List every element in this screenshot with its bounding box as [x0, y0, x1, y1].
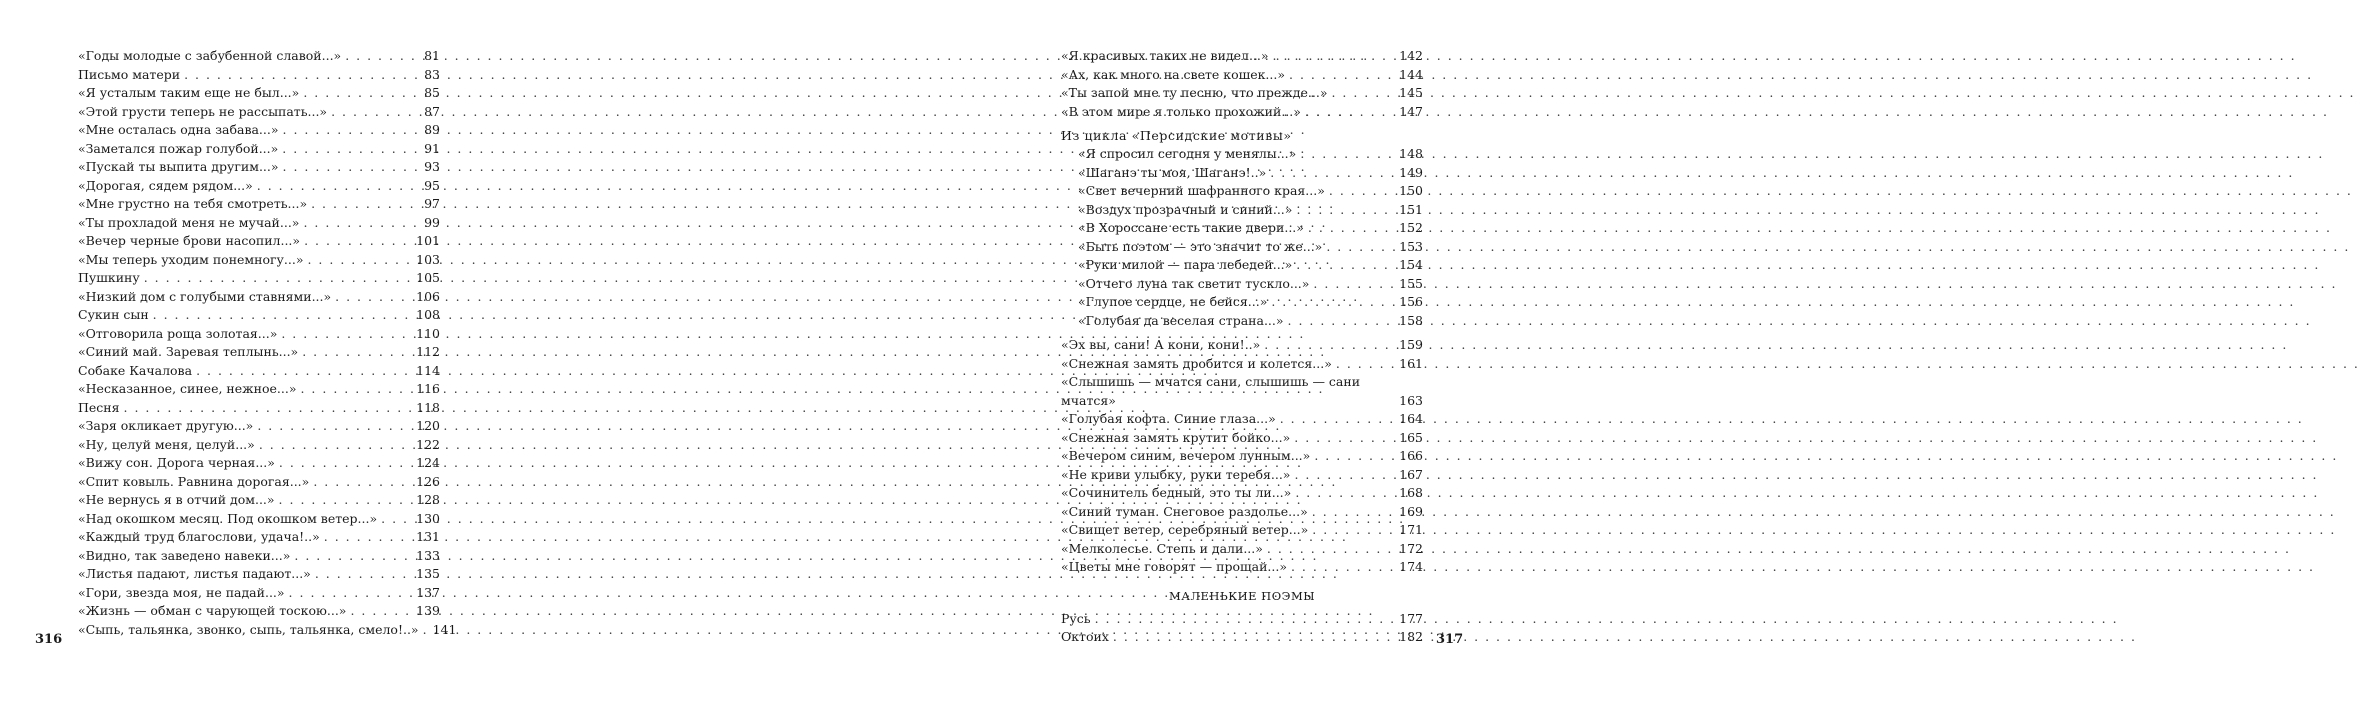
leader-dots — [335, 288, 412, 307]
toc-entry — [78, 66, 440, 85]
toc-entry — [78, 510, 440, 529]
toc-entry-title: «Цветы мне говорят — прощай...» — [1061, 559, 1287, 574]
leader-dots — [304, 232, 412, 251]
toc-entry — [1061, 503, 1423, 522]
toc-entry-page: 91 — [424, 140, 440, 156]
leader-dots — [184, 66, 414, 85]
leader-dots — [303, 214, 414, 233]
toc-entry — [1061, 66, 1423, 85]
toc-entry-page: 133 — [416, 547, 440, 563]
toc-entry — [78, 251, 440, 270]
toc-entry — [78, 103, 440, 122]
leader-dots — [1312, 503, 1395, 522]
toc-entry-title: «Голубая кофта. Синие глаза...» — [1061, 411, 1276, 426]
toc-entry — [1061, 238, 1423, 257]
toc-entry — [1061, 628, 1423, 647]
leader-dots — [1288, 312, 1396, 331]
toc-entry — [78, 362, 440, 381]
toc-entry — [78, 602, 440, 621]
toc-entry-page: 165 — [1399, 429, 1423, 445]
leader-dots — [1289, 66, 1395, 85]
toc-entry — [78, 288, 440, 307]
toc-entry — [78, 140, 440, 159]
toc-entry-title: «Синий туман. Снеговое раздолье...» — [1061, 503, 1308, 519]
toc-entry-page: 101 — [416, 233, 440, 248]
leader-dots — [307, 251, 412, 270]
toc-entry-title: «Быть поэтом — это значит то же...» — [1078, 238, 1323, 254]
leader-dots — [283, 121, 414, 140]
toc-entry — [78, 325, 440, 344]
toc-entry-page: 112 — [416, 344, 440, 359]
toc-entry-title: «В этом мире я только прохожий...» — [1061, 103, 1301, 119]
toc-entry-title: «Я усталым таким еще не был...» — [78, 85, 300, 100]
toc-entry-page: 177 — [1399, 610, 1423, 626]
cycle-heading: Из цикла «Персидские мотивы» — [1061, 128, 1292, 143]
toc-entry — [78, 417, 440, 436]
toc-entry — [1061, 145, 1423, 164]
toc-entry-page: 126 — [416, 473, 440, 489]
toc-entry — [78, 621, 457, 640]
toc-entry-page: 131 — [416, 529, 440, 544]
toc-entry — [78, 158, 440, 177]
toc-entry-title: «Листья падают, листья падают...» — [78, 566, 311, 581]
toc-entry — [78, 214, 440, 233]
toc-entry-page: 172 — [1399, 540, 1423, 556]
toc-entry — [1061, 410, 1423, 429]
toc-entry-page: 151 — [1399, 201, 1423, 217]
leader-dots — [279, 491, 413, 510]
leader-dots — [1294, 429, 1395, 448]
toc-entry-title: «Снежная замять крутит бойко...» — [1061, 429, 1291, 445]
toc-entry — [1061, 293, 1423, 312]
leader-dots — [1296, 201, 1395, 220]
toc-entry — [78, 121, 440, 140]
toc-entry — [78, 528, 440, 547]
left-toc-list — [78, 47, 457, 639]
toc-entry-page: 116 — [416, 381, 440, 396]
toc-entry-title: «Дорогая, сядем рядом...» — [78, 177, 253, 193]
leader-dots — [1270, 164, 1395, 183]
toc-entry-page: 166 — [1399, 448, 1423, 463]
toc-entry-title: «Низкий дом с голубыми ставнями...» — [78, 288, 332, 304]
toc-entry — [78, 547, 440, 566]
leader-dots — [324, 528, 412, 547]
leader-dots — [1300, 145, 1395, 164]
toc-entry — [1061, 47, 1423, 66]
toc-entry-title: «Сыпь, тальянка, звонко, сыпь, тальянка, смело!..» — [78, 621, 419, 637]
toc-entry-page: 124 — [416, 455, 440, 470]
toc-entry-page: 93 — [424, 159, 440, 174]
toc-entry-title: «Не вернусь я в отчий дом...» — [78, 492, 275, 507]
toc-entry-page: 148 — [1399, 146, 1423, 161]
toc-entry — [1061, 355, 1423, 374]
toc-entry-page: 130 — [416, 510, 440, 526]
toc-entry — [78, 306, 440, 325]
toc-entry-title-line2: мчатся» — [1061, 392, 1116, 408]
toc-entry — [1061, 558, 1423, 577]
page-number-right: 317 — [1436, 632, 1464, 647]
poems-heading: МАЛЕНЬКИЕ ПОЭМЫ — [1168, 588, 1316, 603]
toc-entry — [78, 380, 440, 399]
toc-entry-page: 114 — [416, 362, 440, 378]
toc-entry-page: 155 — [1399, 275, 1423, 291]
leader-dots — [302, 343, 412, 362]
toc-entry-title: «Воздух прозрачный и синий...» — [1078, 201, 1293, 217]
toc-entry — [1061, 219, 1423, 238]
leader-dots — [257, 177, 414, 196]
toc-entry — [1061, 312, 1423, 331]
toc-entry-title: «Вечером синим, вечером лунным...» — [1061, 448, 1311, 463]
toc-entry-title: «Вечер черные брови насопил...» — [78, 233, 301, 248]
toc-entry-title: «Видно, так заведено навеки...» — [78, 547, 291, 563]
toc-entry-title: «В Хороссане есть такие двери...» — [1078, 220, 1304, 235]
toc-entry-title: «Свищет ветер, серебряный ветер...» — [1061, 522, 1309, 537]
toc-entry-page: 142 — [1399, 48, 1423, 63]
leader-dots — [259, 436, 412, 455]
toc-entry-title: «Сочинитель бедный, это ты ли...» — [1061, 485, 1292, 500]
leader-dots — [1095, 610, 1396, 629]
toc-entry — [1061, 84, 1423, 103]
leader-dots — [331, 103, 414, 122]
toc-entry-title: «Мелколесье. Степь и дали...» — [1061, 540, 1263, 556]
toc-entry — [78, 232, 440, 251]
leader-dots — [1329, 182, 1395, 201]
toc-entry — [78, 436, 440, 455]
toc-entry-page: 168 — [1399, 485, 1423, 500]
toc-entry — [78, 47, 440, 66]
toc-entry-title: «Ах, как много на свете кошек...» — [1061, 66, 1286, 82]
toc-entry-page: 122 — [416, 436, 440, 452]
page-number-left: 316 — [35, 632, 63, 647]
right-toc-list — [1061, 47, 1423, 647]
leader-dots — [281, 325, 412, 344]
leader-dots — [350, 602, 412, 621]
toc-entry-page: 156 — [1399, 294, 1423, 309]
toc-entry — [78, 269, 440, 288]
toc-entry — [78, 399, 440, 418]
toc-entry-title: «Ты запой мне ту песню, что прежде...» — [1061, 85, 1328, 100]
leader-dots — [1113, 628, 1395, 647]
toc-entry-wrapped — [1061, 373, 1423, 410]
toc-entry — [1061, 275, 1423, 294]
toc-entry — [1061, 164, 1423, 183]
toc-entry — [1061, 201, 1423, 220]
toc-entry-page: 141 — [432, 621, 457, 637]
leader-dots — [144, 269, 412, 288]
toc-entry-title: «Гори, звезда моя, не падай...» — [78, 584, 285, 600]
toc-entry-title: «Пускай ты выпита другим...» — [78, 159, 279, 174]
toc-entry-page: 85 — [424, 85, 440, 100]
leader-dots — [1296, 256, 1395, 275]
leader-dots — [1273, 47, 1396, 66]
toc-entry — [1061, 610, 1423, 629]
toc-entry-title: «Жизнь — обман с чарующей тоскою...» — [78, 603, 347, 618]
leader-dots — [423, 621, 429, 640]
leader-dots — [381, 510, 412, 529]
toc-entry-page: 137 — [416, 584, 440, 600]
leader-dots — [1313, 275, 1395, 294]
toc-entry-page: 145 — [1399, 85, 1423, 100]
toc-entry — [1061, 256, 1423, 275]
toc-entry-page: 171 — [1399, 522, 1423, 537]
toc-entry — [1061, 466, 1423, 485]
toc-entry-title: Пушкину — [78, 270, 140, 285]
toc-entry-page: 128 — [416, 492, 440, 507]
toc-entry-title: «Заря окликает другую...» — [78, 418, 254, 433]
leader-dots — [315, 565, 412, 584]
toc-entry — [1061, 447, 1423, 466]
toc-entry-title: «Над окошком месяц. Под окошком ветер...» — [78, 510, 378, 526]
toc-entry — [78, 565, 440, 584]
toc-entry-page: 81 — [424, 48, 440, 63]
leader-dots — [282, 140, 414, 159]
leader-dots — [283, 158, 414, 177]
toc-entry-title: «Вижу сон. Дорога черная...» — [78, 455, 275, 470]
toc-entry-page: 169 — [1399, 503, 1423, 519]
toc-entry — [1061, 336, 1423, 355]
toc-entry-title: «Отговорила роща золотая...» — [78, 325, 278, 341]
toc-entry-page: 139 — [416, 603, 440, 618]
toc-entry-title: «Мне осталась одна забава...» — [78, 122, 279, 137]
toc-entry-page: 103 — [416, 251, 440, 267]
toc-entry-page: 83 — [424, 66, 440, 82]
leader-dots — [311, 195, 414, 214]
toc-entry-page: 147 — [1399, 103, 1423, 119]
toc-entry-page: 106 — [416, 288, 440, 304]
leader-dots — [300, 380, 412, 399]
toc-entry-title: «Этой грусти теперь не рассыпать...» — [78, 103, 328, 119]
leader-dots — [279, 454, 412, 473]
toc-entry — [1061, 429, 1423, 448]
toc-entry — [78, 454, 440, 473]
leader-dots — [1312, 521, 1395, 540]
toc-entry-page: 105 — [416, 270, 440, 285]
leader-dots — [294, 547, 412, 566]
toc-entry-title: «Снежная замять дробится и колется...» — [1061, 355, 1332, 371]
toc-entry-title: «Голубая да веселая страна...» — [1078, 312, 1284, 328]
leader-dots — [1305, 103, 1395, 122]
toc-entry-title: «Руки милой — пара лебедей...» — [1078, 257, 1293, 272]
toc-entry — [78, 473, 440, 492]
toc-entry — [78, 177, 440, 196]
leader-dots — [124, 399, 413, 418]
toc-entry-page: 161 — [1399, 355, 1423, 371]
leader-dots — [303, 84, 414, 103]
toc-entry-page: 167 — [1399, 466, 1423, 482]
leader-dots — [1331, 84, 1395, 103]
leader-dots — [1326, 238, 1395, 257]
toc-entry — [1061, 182, 1423, 201]
toc-entry — [78, 195, 440, 214]
toc-entry-title: «Шаганэ ты моя, Шаганэ!..» — [1078, 164, 1267, 180]
toc-entry-page: 182 — [1399, 629, 1423, 644]
toc-entry-title: Русь — [1061, 610, 1091, 626]
toc-entry-title: «Синий май. Заревая теплынь...» — [78, 344, 299, 359]
toc-entry-page: 89 — [424, 122, 440, 137]
toc-entry-title: «Мы теперь уходим понемногу...» — [78, 251, 304, 267]
toc-entry-title: «Глупое сердце, не бейся...» — [1078, 294, 1268, 309]
toc-entry-page: 164 — [1399, 411, 1423, 426]
toc-entry-page: 110 — [416, 325, 440, 341]
toc-entry-page: 108 — [416, 307, 440, 322]
toc-entry-title: Песня — [78, 399, 120, 415]
toc-entry-page: 174 — [1399, 559, 1423, 574]
toc-entry-page: 144 — [1399, 66, 1423, 82]
toc-entry-title: «Несказанное, синее, нежное...» — [78, 381, 297, 396]
toc-entry — [1061, 484, 1423, 503]
toc-entry-page: 97 — [424, 196, 440, 211]
toc-entry-page: 150 — [1399, 183, 1423, 198]
toc-entry-page: 154 — [1399, 257, 1423, 272]
toc-entry-title: «Я спросил сегодня у менялы...» — [1078, 146, 1297, 161]
leader-dots — [1336, 355, 1395, 374]
toc-entry-page: 149 — [1399, 164, 1423, 180]
toc-entry-title: «Ну, целуй меня, целуй...» — [78, 436, 255, 452]
toc-entry — [78, 84, 440, 103]
toc-entry-page: 158 — [1399, 312, 1423, 328]
left-page — [0, 0, 500, 717]
toc-entry — [78, 584, 440, 603]
toc-entry-page: 159 — [1399, 337, 1423, 352]
leader-dots — [313, 473, 412, 492]
toc-entry-title: «Мне грустно на тебя смотреть...» — [78, 196, 308, 211]
leader-dots — [1291, 558, 1395, 577]
leader-dots — [257, 417, 412, 436]
leader-dots — [1314, 447, 1395, 466]
leader-dots — [1308, 219, 1395, 238]
leader-dots — [1267, 540, 1395, 559]
toc-entry-title: Октоих — [1061, 629, 1109, 644]
toc-entry — [78, 343, 440, 362]
leader-dots — [1280, 410, 1395, 429]
toc-entry-title: «Свет вечерний шафранного края...» — [1078, 183, 1325, 198]
toc-entry-title: «Я красивых таких не видел...» — [1061, 48, 1269, 63]
toc-entry — [78, 491, 440, 510]
toc-entry-page: 99 — [424, 214, 440, 230]
toc-entry-page: 153 — [1399, 238, 1423, 254]
toc-entry-title: «Ты прохладой меня не мучай...» — [78, 214, 300, 230]
toc-entry-page: 120 — [416, 418, 440, 433]
leader-dots — [196, 362, 412, 381]
toc-entry-title: «Отчего луна так светит тускло...» — [1078, 275, 1310, 291]
toc-entry-title: «Заметался пожар голубой...» — [78, 140, 279, 156]
leader-dots — [345, 47, 414, 66]
toc-entry-title-line1: «Слышишь — мчатся сани, слышишь — сани — [1061, 374, 1361, 389]
toc-entry-title: Собаке Качалова — [78, 362, 193, 378]
toc-entry-page: 95 — [424, 177, 440, 193]
toc-entry-title: Письмо матери — [78, 66, 181, 82]
toc-entry-title: «Не криви улыбку, руки теребя...» — [1061, 466, 1291, 482]
leader-dots — [1295, 484, 1395, 503]
leader-dots — [153, 306, 412, 325]
toc-entry-page: 87 — [424, 103, 440, 119]
toc-entry — [1061, 103, 1423, 122]
right-page — [500, 0, 1464, 717]
toc-entry-title: «Эх вы, сани! А кони, кони!..» — [1061, 337, 1261, 352]
toc-entry-page: 152 — [1399, 220, 1423, 235]
toc-entry-title: «Спит ковыль. Равнина дорогая...» — [78, 473, 310, 489]
toc-entry — [1061, 540, 1423, 559]
toc-entry-page: 163 — [1399, 392, 1423, 408]
toc-entry-page: 135 — [416, 566, 440, 581]
leader-dots — [1264, 336, 1395, 355]
leader-dots — [289, 584, 413, 603]
toc-entry-title: Сукин сын — [78, 307, 149, 322]
toc-entry-title: «Годы молодые с забубенной славой...» — [78, 48, 342, 63]
leader-dots — [1294, 466, 1395, 485]
leader-dots — [1271, 293, 1395, 312]
toc-entry-page: 118 — [416, 399, 440, 415]
toc-entry-title: «Каждый труд благослови, удача!..» — [78, 529, 320, 544]
toc-entry — [1061, 521, 1423, 540]
